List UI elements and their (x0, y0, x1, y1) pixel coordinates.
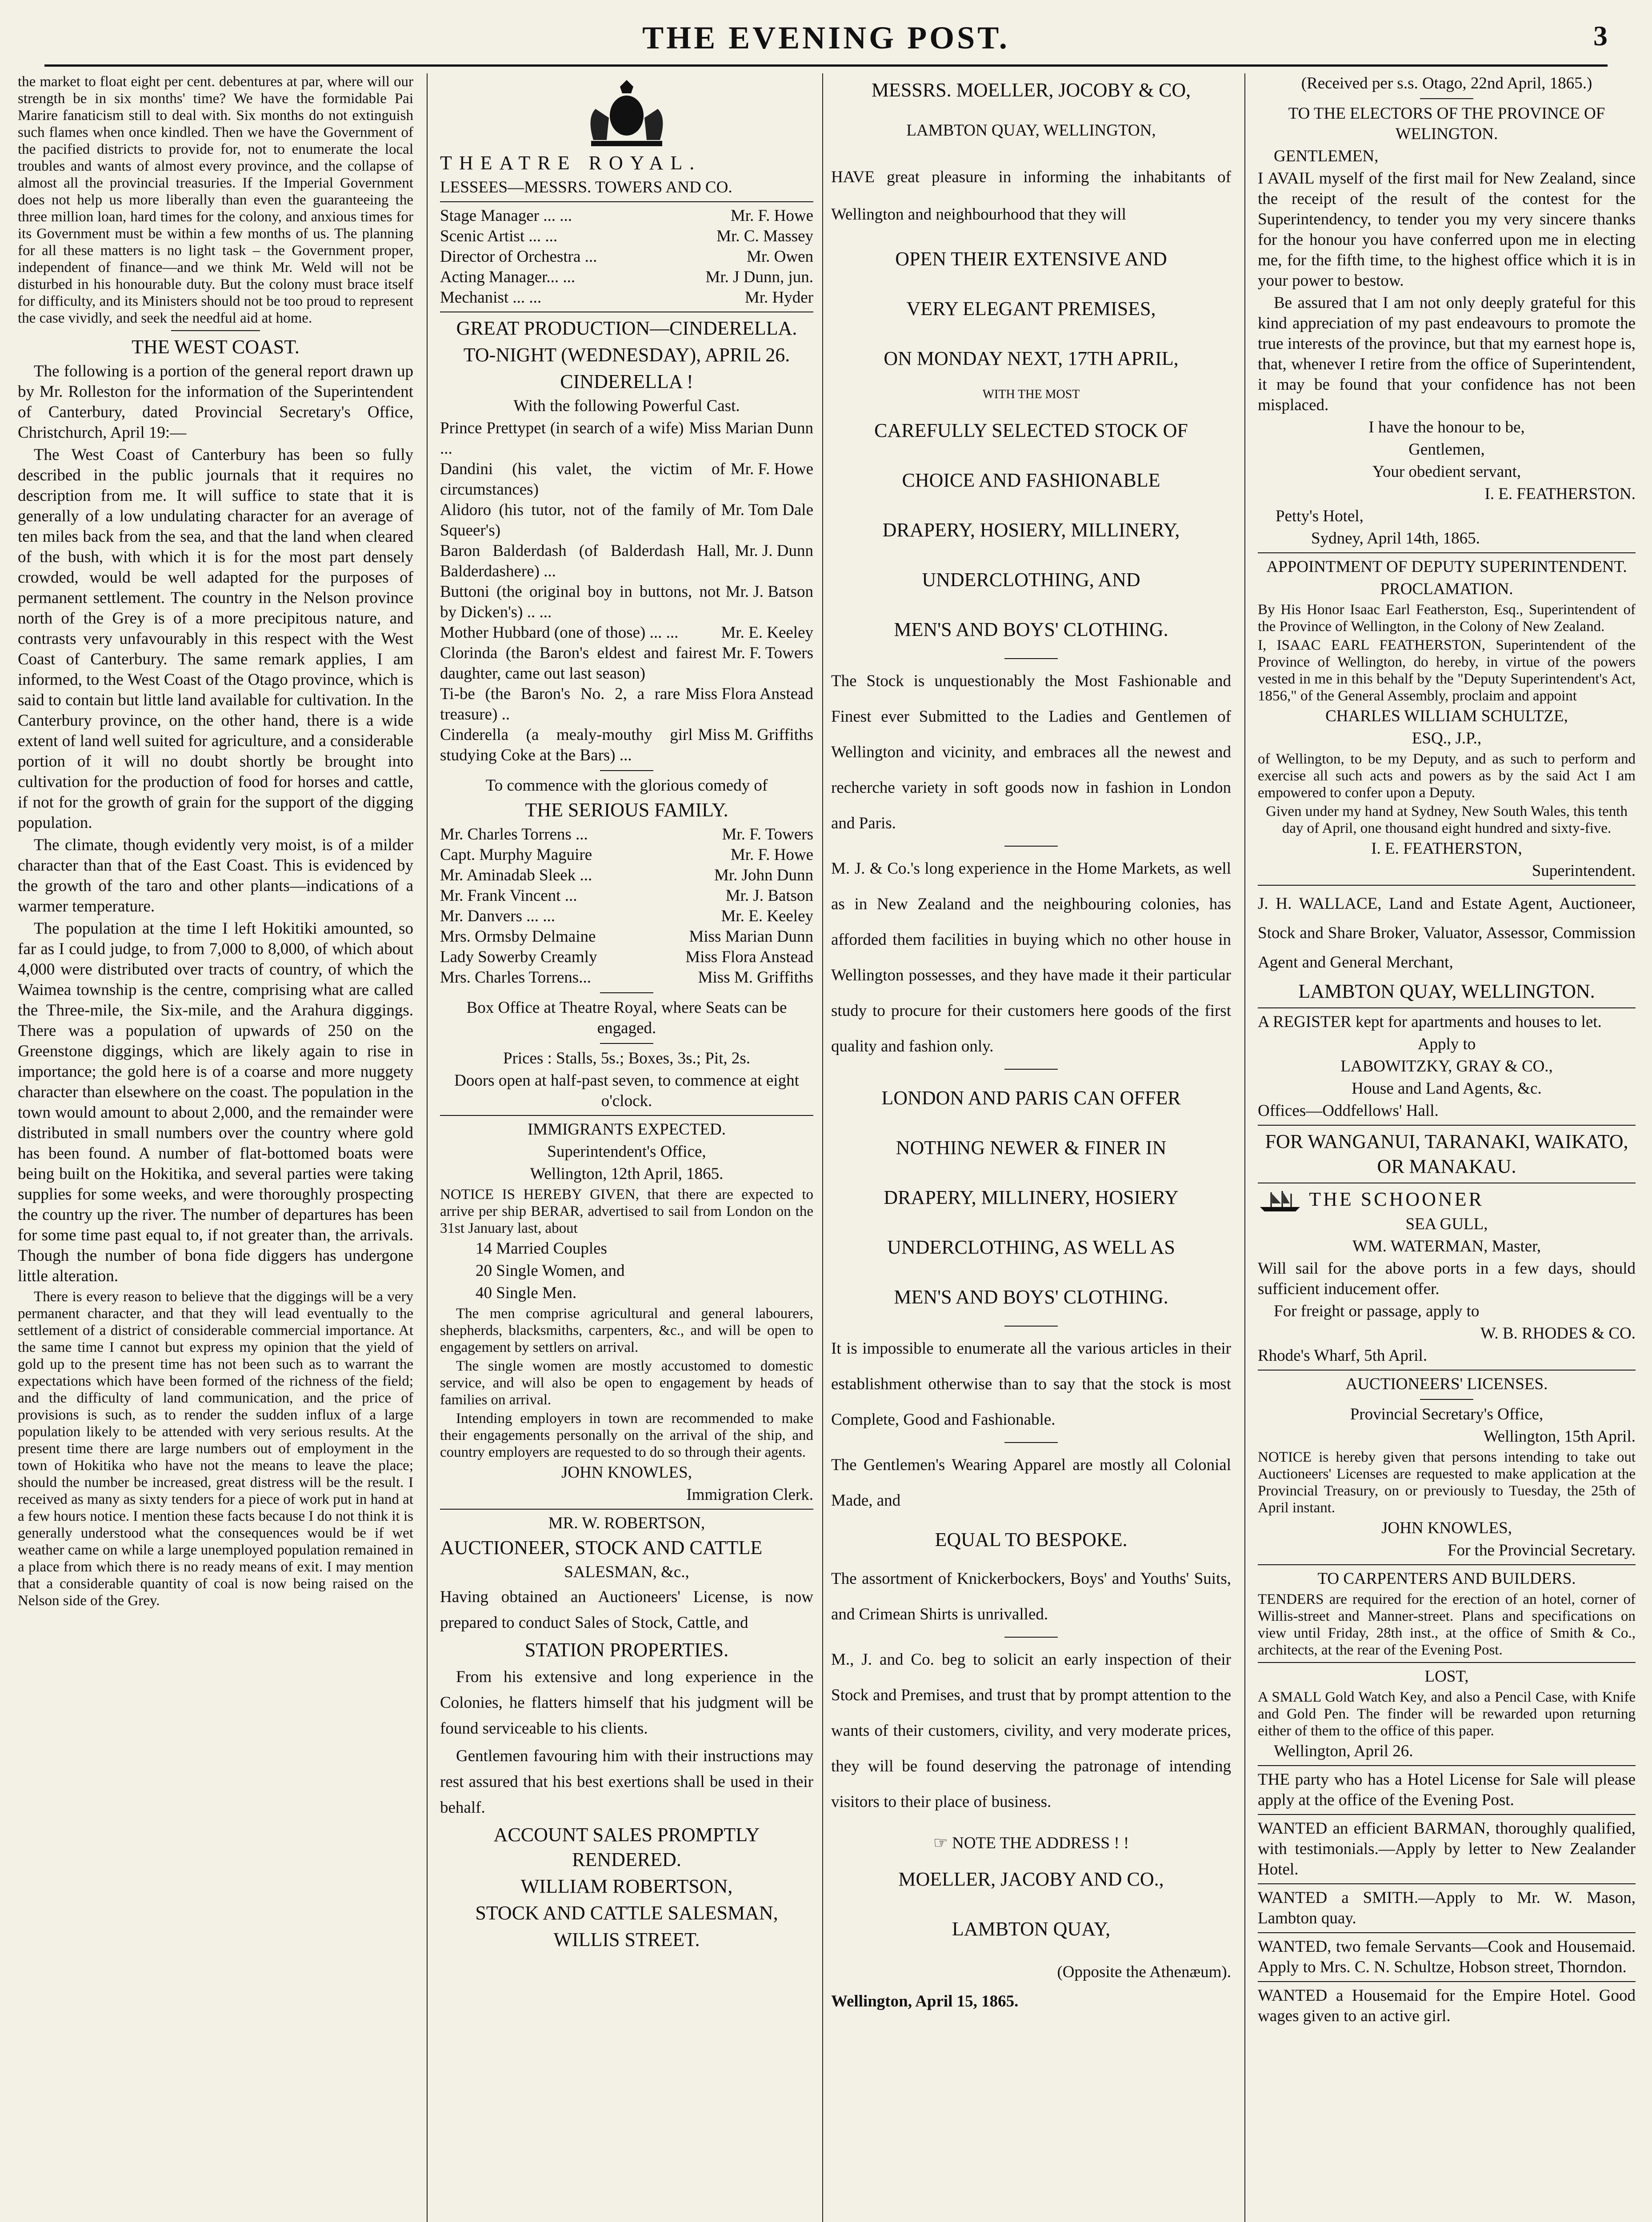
royal-coat-of-arms-icon (578, 78, 676, 149)
robertson-sales: SALESMAN, &c., (564, 1563, 689, 1581)
cast-row: Alidoro (his tutor, not of the family of Squeer's) Mr. Tom Dale (440, 501, 813, 540)
moeller-open-line: OPEN THEIR EXTENSIVE AND (895, 248, 1167, 270)
cast-intro: With the following Powerful Cast. (513, 397, 740, 415)
rhodes-name: W. B. RHODES & CO. (1480, 1324, 1636, 1343)
closing-line: Your obedient servant, (1372, 463, 1521, 481)
theatre-royal-title: THEATRE ROYAL. (440, 152, 702, 174)
proclamation-given: Given under my hand at Sydney, New South Wales, this tenth day of April, one thousand eight hundred and sixty-five. (1266, 803, 1628, 836)
ticket-prices: Prices : Stalls, 5s.; Boxes, 3s.; Pit, 2s. (503, 1049, 751, 1067)
lessees: LESSEES—MESSRS. TOWERS AND CO. (440, 178, 732, 196)
robertson-role: STOCK AND CATTLE SALESMAN, (475, 1902, 778, 1924)
register-apply: Apply to (1417, 1035, 1476, 1053)
cast-row: Mr. Charles Torrens ... Mr. F. Towers (440, 825, 813, 843)
lost-title: LOST, (1424, 1667, 1469, 1686)
pointing-hand-icon: ☞ (933, 1834, 952, 1852)
column-1 (18, 73, 413, 2222)
labowitzky-offices: Offices—Oddfellows' Hall. (1258, 1102, 1439, 1120)
schooner-heading: THE SCHOONER (1258, 1187, 1636, 1212)
article-paragraph: The climate, though evidently very moist, is of a milder character than that of the East Coast. This is evidenced by the growth of the taro and other plants—indications of a warmer temperature. (18, 836, 413, 915)
hotel-license-ad: THE party who has a Hotel License for Sale will please apply at the office of the Evening Post. (1258, 1770, 1636, 1809)
robertson-title: AUCTIONEER, STOCK AND CATTLE (440, 1537, 763, 1559)
wallace-ad: J. H. WALLACE, Land and Estate Agent, Auctioneer, Stock and Share Broker, Valuator, Assessor, Commission Agent and General Merchant, (1258, 895, 1636, 971)
featherston-signature: I. E. FEATHERSTON, (1371, 839, 1522, 858)
show-title: CINDERELLA ! (560, 371, 693, 392)
cast-row: Lady Sowerby Creamly Miss Flora Anstead (440, 948, 813, 966)
electors-paragraph: I AVAIL myself of the first mail for New Zealand, since the receipt of the result of the contest for the Superintendency, to tender you my very sincere thanks for the honour you have conferred upon me in electing me, for the fifth time, to the highest office which it is in your power to bestow. (1258, 169, 1636, 290)
moeller-stock-line: MEN'S AND BOYS' CLOTHING. (894, 619, 1168, 640)
moeller-quay: LAMBTON QUAY, (952, 1918, 1111, 1940)
moeller-address: LAMBTON QUAY, WELLINGTON, (906, 121, 1156, 140)
article-paragraph: The following is a portion of the general report drawn up by Mr. Rolleston for the information of the Superintendent of Canterbury, dated Provincial Secretary's Office, Christchurch, April 19:— (18, 362, 413, 442)
salutation: GENTLEMEN, (1274, 147, 1379, 165)
cast-row: Mrs. Charles Torrens... Miss M. Griffiths (440, 968, 813, 987)
immigrants-date: Wellington, 12th April, 1865. (530, 1165, 724, 1183)
closing-line: I have the honour to be, (1368, 418, 1525, 436)
auctioneers-signature: JOHN KNOWLES, (1381, 1519, 1512, 1537)
article-continuation: the market to float eight per cent. debentures at par, where will our strength be in six months' time? We have the formidable Pai Marire fanaticism still to deal with. Six months do not extinguish such flames when once kindled. Then we have the Government of the pacified districts to provide for, not to enumerate the local troubles and wants of almost every province, and the collapse of almost all the provincial treasuries. If the Imperial Government does not help us more liberally than even the guaranteeing the three million loan, hard times for the colony, and anxious times for its Government must be within a few months of us. The planning for all these matters is no light task – the Government proper, independent of finance—and we think Mr. Weld will not be disturbed in his honourable duty. But the colony must brace itself for difficulty, and its Ministers should not be too proud to represent the case vividly, and seek the needful aid at home. (18, 74, 413, 326)
robertson-signature: WILLIAM ROBERTSON, (520, 1875, 733, 1897)
article-paragraph: The population at the time I left Hokitiki amounted, so far as I could judge, to from 7,000 to 8,000, of which about 4,000 were distributed over tracts of country, of which the Waimea township is the centre, comprising what are called the Three-mile, the Six-mile, and the Arahura diggings. There was a population of upwards of 250 on the Greenstone diggings, which are likely again to rise in importance; the gold here is of a coarse and more nuggety character than elsewhere on the coast. The population in the town would amount to about 2,000, and the remainder were distributed in small numbers over the country where gold has been found. A number of flat-bottomed boats were being built on the Hokitika, and several parties were taking supplies for some weeks, and were thoroughly prospecting the country up the river. The number of departures has been for some time past equal to, if not greater than, the arrivals. Though the number of bona fide diggers has undergone little alteration. (18, 919, 413, 1285)
robertson-account: ACCOUNT SALES PROMPTLY RENDERED. (493, 1824, 760, 1870)
robertson-street: WILLIS STREET. (553, 1929, 700, 1950)
staff-row: Scenic Artist ... ... Mr. C. Massey (440, 227, 813, 245)
immigrant-group: 20 Single Women, and (476, 1262, 625, 1280)
article-heading-west-coast: THE WEST COAST. (132, 336, 300, 358)
cast-row: Mr. Frank Vincent ... Mr. J. Batson (440, 887, 813, 905)
staff-list (440, 206, 813, 308)
column-3 (831, 73, 1231, 2222)
superintendent-title: Superintendent. (1532, 862, 1636, 880)
moeller-london-line: DRAPERY, MILLINERY, HOSIERY (884, 1187, 1179, 1208)
immigrants-title: IMMIGRANTS EXPECTED. (527, 1120, 726, 1139)
article-paragraph: The West Coast of Canterbury has been so fully described in the public journals that it requires no description from me. It will suffice to state that it is generally of a low undulating character for an average of ten miles back from the sea, and that the land when cleared of the bush, with which it is for the most part densely crowded, would be well adapted for the purposes of permanent settlement. The country in the Nelson province north of the Grey is of a more precipitous nature, and contrasts very unfavourably in this respect with the West Coast of Canterbury. The same remark applies, I am informed, to the West Coast of the Otago province, which is said to contain but little land available for cultivation. In the Canterbury province, on the other hand, there is a wide extent of land well suited for agriculture, and a considerable portion of it will no doubt shortly be brought into cultivation for the production of food for horses and cattle, if not for the growth of grain for the support of the digging population. (18, 446, 413, 832)
moeller-stock-line: DRAPERY, HOSIERY, MILLINERY, (882, 519, 1180, 541)
moeller-london-line: LONDON AND PARIS CAN OFFER (881, 1087, 1181, 1109)
electors-paragraph: Be assured that I am not only deeply grateful for this kind appreciation of my past endeavours to promote the true interests of the province, but that my earnest hope is, that, whenever I retire from the office of Superintendent, it may be found that your confidence has not been misplaced. (1258, 294, 1636, 414)
auctioneers-title: AUCTIONEERS' LICENSES. (1345, 1375, 1548, 1393)
ship-icon (1258, 1190, 1302, 1212)
moeller-london-line: NOTHING NEWER & FINER IN (896, 1137, 1167, 1159)
moeller-date: Wellington, April 15, 1865. (831, 1992, 1019, 2010)
moeller-impossible-paragraph: It is impossible to enumerate all the various articles in their establishment otherwise than to say that the stock is most Complete, Good and Fashionable. (831, 1339, 1231, 1429)
rhodes-wharf: Rhode's Wharf, 5th April. (1258, 1346, 1428, 1365)
auctioneers-notice: NOTICE is hereby given that persons intending to take out Auctioneers' Licenses are requested to make application at the Provincial Treasury, on or previously to Tuesday, the 25th of April instant. (1258, 1449, 1636, 1516)
cast-row: Mr. Danvers ... ... Mr. E. Keeley (440, 907, 813, 925)
cast-row: Cinderella (a mealy-mouthy girl studying Coke at the Bars) ... Miss M. Griffiths (440, 726, 813, 764)
moeller-stock-line: CHOICE AND FASHIONABLE (902, 469, 1160, 491)
column-rule (1244, 73, 1245, 2222)
received-note: (Received per s.s. Otago, 22nd April, 1865.) (1301, 74, 1592, 92)
cast-row: Prince Prettypet (in search of a wife) ... Miss Marian Dunn (440, 419, 813, 458)
auctioneers-for: For the Provincial Secretary. (1448, 1541, 1636, 1559)
schooner-sail: Will sail for the above ports in a few days, should sufficient inducement offer. (1258, 1259, 1636, 1298)
proclamation-body: I, ISAAC EARL FEATHERSTON, Superintendent of the Province of Wellington, do hereby, in virtue of the powers vested in me in this behalf by the "Deputy Superintendent's Act, 1856," of the General Assembly, proclaim and appoint (1258, 637, 1636, 704)
cast-row: Clorinda (the Baron's eldest and fairest daughter, came out last season) Mr. F. Towers (440, 644, 813, 683)
cast-row: Capt. Murphy Maguire Mr. F. Howe (440, 846, 813, 864)
schooner-name: SEA GULL, (1405, 1215, 1488, 1233)
newspaper-title: THE EVENING POST. (642, 20, 1010, 56)
proclamation-title: PROCLAMATION. (1380, 580, 1513, 598)
signature-date: Sydney, April 14th, 1865. (1311, 529, 1480, 548)
moeller-with-most: WITH THE MOST (982, 388, 1080, 401)
page-number: 3 (1593, 20, 1608, 52)
labowitzky-name: LABOWITZKY, GRAY & CO., (1340, 1057, 1553, 1075)
immigrant-group: 40 Single Men. (476, 1284, 577, 1302)
cast-row: Baron Balderdash (of Balderdash Hall, Balderdashere) ... Mr. J. Dunn (440, 542, 813, 580)
moeller-london-line: UNDERCLOTHING, AS WELL AS (887, 1236, 1175, 1258)
robertson-paragraph: From his extensive and long experience in the Colonies, he flatters himself that his judgment will be found serviceable to his clients. (440, 1668, 813, 1738)
moeller-bespoke: EQUAL TO BESPOKE. (935, 1529, 1128, 1551)
featherston-signature: I. E. FEATHERSTON. (1484, 485, 1636, 503)
cast-row: Mr. Aminadab Sleek ... Mr. John Dunn (440, 866, 813, 884)
masthead (44, 13, 1608, 67)
cast-row: Ti-be (the Baron's No. 2, a rare treasure) .. Miss Flora Anstead (440, 685, 813, 723)
column-rule (822, 73, 823, 2222)
cast-row: Dandini (his valet, the victim of circumstances) Mr. F. Howe (440, 460, 813, 499)
cast-row: Mrs. Ormsby Delmaine Miss Marian Dunn (440, 927, 813, 946)
moeller-stock-paragraph: The Stock is unquestionably the Most Fashionable and Finest ever Submitted to the Ladies and Gentlemen of Wellington and vicinity, and embraces all the newest and recherche variety in soft goods now in fashion in London and Paris. (831, 672, 1231, 832)
moeller-open-line: VERY ELEGANT PREMISES, (906, 298, 1156, 320)
column-2 (440, 73, 813, 2222)
cast-row: Mother Hubbard (one of those) ... ... Mr. E. Keeley (440, 623, 813, 642)
proclamation-by: By His Honor Isaac Earl Featherston, Esq., Superintendent of the Province of Wellington, in the Colony of New Zealand. (1258, 602, 1636, 635)
staff-row: Director of Orchestra ... Mr. Owen (440, 248, 813, 266)
immigrants-office: Superintendent's Office, (547, 1143, 706, 1161)
doors-open: Doors open at half-past seven, to commence at eight o'clock. (454, 1071, 799, 1110)
immigrants-signature: JOHN KNOWLES, (561, 1463, 692, 1482)
comedy-intro: To commence with the glorious comedy of (485, 776, 768, 795)
moeller-firm: MESSRS. MOELLER, JOCOBY & CO, (871, 79, 1191, 101)
lost-date: Wellington, April 26. (1274, 1742, 1413, 1760)
article-paragraph: There is every reason to believe that the diggings will be a very permanent character, and that they will lead eventually to the settlement of a district of considerable commercial importance. At the same time I cannot but express my opinion that the yield of gold up to the present time has not been such as to warrant the expectations which have been formed of the richness of the field; and the difficulty of land communication, and the price of provisions is such, as to render the sudden influx of a large population likely to be attended with very serious results. At the present time there are large numbers out of employment in the town of Hokitika who have not the means to leave the place; should the number be increased, great distress will be the result. I received as many as sixty tenders for a piece of work put in hand at a few hours notice. I mention these facts because I do not think it is generally understood what the consequences would be if wet weather came on while a large unemployed population remained in a place from which there is no ready means of exit. I may mention that a considerable quantity of coal is now being raised on the Nelson side of the Grey. (18, 1289, 413, 1609)
moeller-apparel-paragraph: The Gentlemen's Wearing Apparel are mostly all Colonial Made, and (831, 1456, 1231, 1510)
proclamation-body: of Wellington, to be my Deputy, and as such to perform and exercise all such acts and powers as by the said Act I am empowered to confer upon a Deputy. (1258, 751, 1636, 801)
servants-ad: WANTED, two female Servants—Cook and Housemaid. Apply to Mrs. C. N. Schultze, Hobson street, Thorndon. (1258, 1937, 1636, 1976)
closing-line: Gentlemen, (1408, 440, 1485, 459)
production-title: GREAT PRODUCTION—CINDERELLA. (456, 317, 797, 339)
immigrants-paragraph: Intending employers in town are recommended to make their engagements personally on the arrival of the ship, and country employers are requested to do so through their agents. (440, 1411, 813, 1460)
moeller-experience-paragraph: M. J. & Co.'s long experience in the Home Markets, as well as in New Zealand and the neighbouring colonies, has afforded them facilities in buying which no other house in Wellington possesses, and they have made it their particular study to procure for their customers here goods of the first quality and fashion only. (831, 859, 1231, 1055)
staff-row: Stage Manager ... ... Mr. F. Howe (440, 207, 813, 225)
schooner-freight: For freight or passage, apply to (1274, 1302, 1480, 1320)
cast-row: Buttoni (the original boy in buttons, not by Dicken's) .. ... Mr. J. Batson (440, 583, 813, 621)
moeller-knickerbockers-paragraph: The assortment of Knickerbockers, Boys' and Youths' Suits, and Crimean Shirts is unrivalled. (831, 1570, 1231, 1623)
signature-location: Petty's Hotel, (1276, 507, 1364, 525)
cast-list (440, 418, 813, 766)
lost-notice: A SMALL Gold Watch Key, and also a Pencil Case, with Knife and Gold Pen. The finder will be rewarded upon returning either of them to the office of this paper. (1258, 1689, 1636, 1739)
moeller-opposite: (Opposite the Athenæum). (1057, 1963, 1231, 1981)
schooner-master: WM. WATERMAN, Master, (1352, 1237, 1541, 1255)
immigrant-group: 14 Married Couples (476, 1239, 607, 1258)
cast-list-2 (440, 824, 813, 988)
column-4 (1258, 73, 1636, 2222)
box-office-note: Box Office at Theatre Royal, where Seats can be engaged. (466, 999, 787, 1037)
wallace-address: LAMBTON QUAY, WELLINGTON. (1298, 980, 1595, 1002)
immigrants-paragraph: The single women are mostly accustomed to domestic service, and will also be open to engagement by heads of families on arrival. (440, 1358, 813, 1408)
immigrants-paragraph: The men comprise agricultural and general labourers, shepherds, blacksmiths, carpenters, &c., and will be open to engagement by settlers on arrival. (440, 1306, 813, 1355)
electors-title: TO THE ELECTORS OF THE PROVINCE OF WELINGTON. (1288, 104, 1605, 143)
labowitzky-role: House and Land Agents, &c. (1352, 1079, 1542, 1098)
immigrants-notice: NOTICE IS HEREBY GIVEN, that there are expected to arrive per ship BERAR, advertised to sail from London on the 31st January last, about (440, 1187, 813, 1236)
moeller-solicit-paragraph: M., J. and Co. beg to solicit an early inspection of their Stock and Premises, and trust that by prompt attention to the wants of their customers, civility, and very moderate prices, they will be found deserving the patronage of intending visitors to their place of business. (831, 1651, 1231, 1811)
column-rule (427, 73, 428, 2222)
robertson-name: MR. W. ROBERTSON, (548, 1514, 705, 1532)
moeller-stock-line: UNDERCLOTHING, AND (922, 569, 1140, 591)
deputy-name: CHARLES WILLIAM SCHULTZE, (1325, 707, 1568, 725)
moeller-open-line: ON MONDAY NEXT, 17TH APRIL, (884, 348, 1179, 369)
register-ad: A REGISTER kept for apartments and houses to let. (1258, 1013, 1602, 1031)
robertson-paragraph: Having obtained an Auctioneers' License, is now prepared to conduct Sales of Stock, Cattle, and (440, 1588, 813, 1632)
moeller-intro: HAVE great pleasure in informing the inhabitants of Wellington and neighbourhood that they will (831, 168, 1231, 224)
moeller-signature: MOELLER, JACOBY AND CO., (898, 1868, 1164, 1890)
robertson-paragraph: Gentlemen favouring him with their instructions may rest assured that his best exertions shall be used in their behalf. (440, 1747, 813, 1817)
barman-ad: WANTED an efficient BARMAN, thoroughly qualified, with testimonials.—Apply by letter to New Zealander Hotel. (1258, 1819, 1636, 1878)
housemaid-ad: WANTED a Housemaid for the Empire Hotel. Good wages given to an active girl. (1258, 1986, 1636, 2025)
moeller-note-address: ☞ NOTE THE ADDRESS ! ! (933, 1834, 1129, 1852)
smith-ad: WANTED a SMITH.—Apply to Mr. W. Mason, Lambton quay. (1258, 1888, 1636, 1927)
immigrants-role: Immigration Clerk. (686, 1486, 813, 1504)
performance-date: TO-NIGHT (WEDNESDAY), APRIL 26. (463, 344, 790, 366)
staff-row: Mechanist ... ... Mr. Hyder (440, 288, 813, 307)
auctioneers-office: Provincial Secretary's Office, (1350, 1405, 1544, 1423)
robertson-station: STATION PROPERTIES. (524, 1639, 729, 1661)
staff-row: Acting Manager... ... Mr. J Dunn, jun. (440, 268, 813, 286)
carpenters-notice: TENDERS are required for the erection of an hotel, corner of Willis-street and Manner-street. Plans and specifications on view until Friday, 28th inst., at the office of Smith & Co., architects, at the rear of the Evening Post. (1258, 1591, 1636, 1658)
carpenters-title: TO CARPENTERS AND BUILDERS. (1317, 1569, 1576, 1588)
auctioneers-date: Wellington, 15th April. (1483, 1427, 1636, 1446)
moeller-london-line: MEN'S AND BOYS' CLOTHING. (894, 1286, 1168, 1308)
moeller-stock-line: CAREFULLY SELECTED STOCK OF (874, 420, 1188, 441)
deputy-title: APPOINTMENT OF DEPUTY SUPERINTENDENT. (1266, 558, 1627, 576)
wanganui-heading: FOR WANGANUI, TARANAKI, WAIKATO, OR MANAKAU. (1265, 1131, 1628, 1177)
deputy-esq: ESQ., J.P., (1412, 729, 1482, 747)
comedy-title: THE SERIOUS FAMILY. (525, 799, 728, 821)
